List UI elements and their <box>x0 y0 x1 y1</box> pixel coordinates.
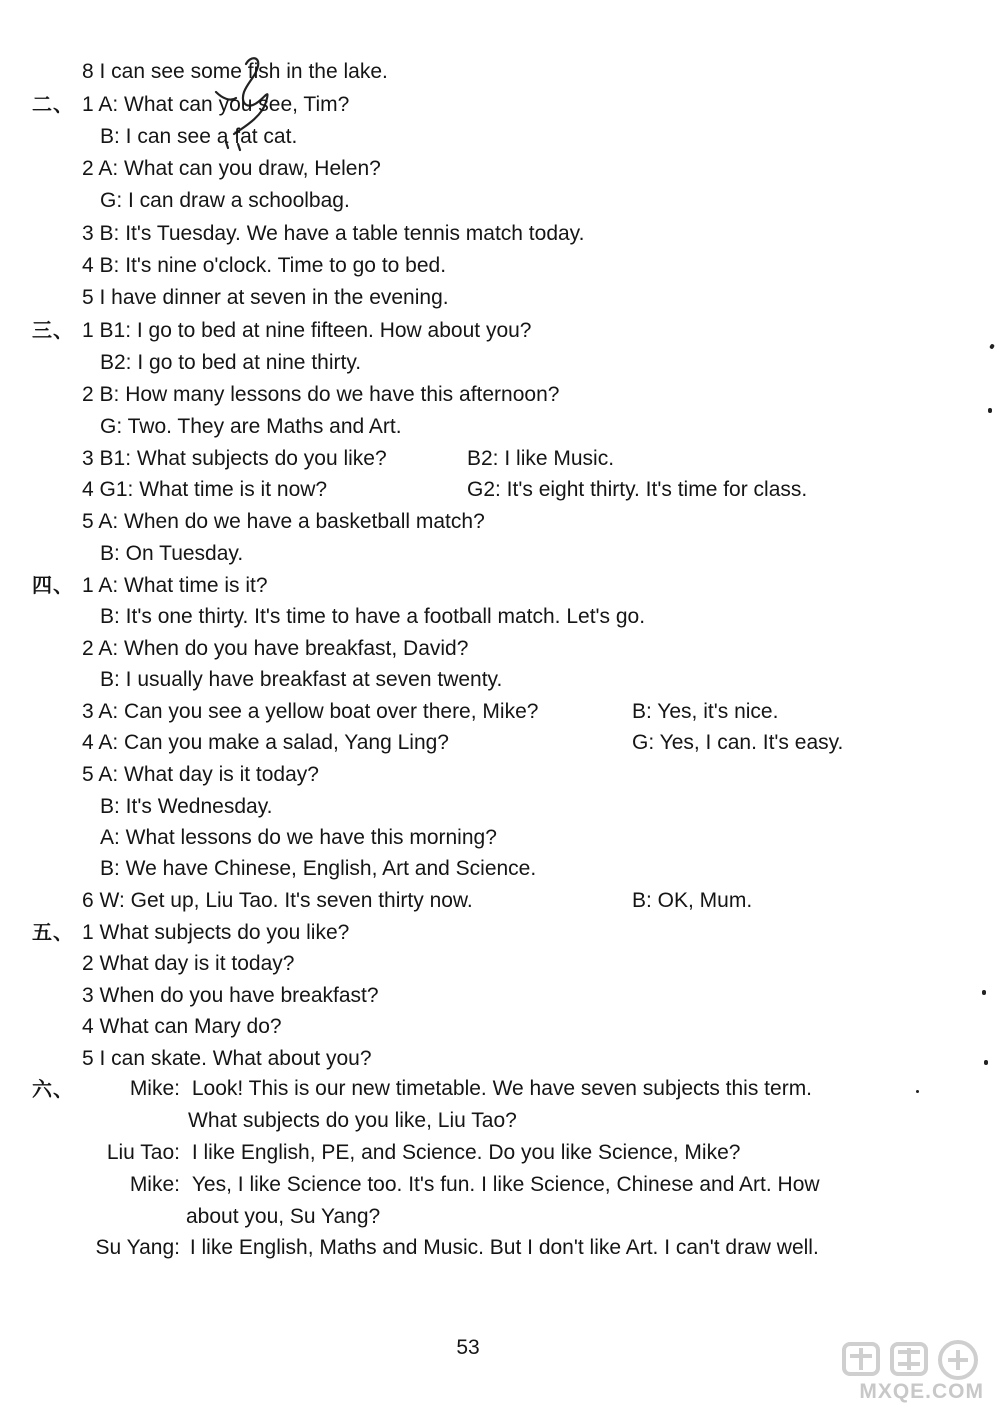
answer-line-3-1a: 1 B1: I go to bed at nine fifteen. How about you? <box>82 319 532 342</box>
answer-line-3-1b: B2: I go to bed at nine thirty. <box>100 351 362 374</box>
answer-line-4-2b: B: I usually have breakfast at seven twenty. <box>100 668 503 691</box>
dialogue-text: Look! This is our new timetable. We have seven subjects this term. <box>191 1077 813 1100</box>
answer-line-2-1a: 1 A: What can you see, Tim? <box>82 93 350 116</box>
answer-line-4-1a: 1 A: What time is it? <box>82 574 268 597</box>
answer-line-2-2b: G: I can draw a schoolbag. <box>100 189 350 212</box>
answer-line-4-6b: B: OK, Mum. <box>632 889 753 912</box>
answer-line-4-2a: 2 A: When do you have breakfast, David? <box>82 637 469 660</box>
answer-line-3-4b: G2: It's eight thirty. It's time for class. <box>467 478 808 501</box>
dialogue-line-3-cont: about you, Su Yang? <box>186 1205 381 1228</box>
answer-line-4-5b: B: It's Wednesday. <box>100 795 273 818</box>
dialogue-text: Yes, I like Science too. It's fun. I like Science, Chinese and Art. How <box>191 1173 820 1196</box>
scan-mark <box>989 343 995 349</box>
answer-line-3-5b: B: On Tuesday. <box>100 542 244 565</box>
answer-line-3-3a: 3 B1: What subjects do you like? <box>82 447 387 470</box>
section-5-marker: 五、 <box>32 922 74 944</box>
section-6-marker: 六、 <box>32 1079 74 1101</box>
answer-line-3-2b: G: Two. They are Maths and Art. <box>100 415 402 438</box>
section-4-marker: 四、 <box>32 575 74 597</box>
answer-line-4-5a: 5 A: What day is it today? <box>82 763 319 786</box>
dialogue-line-4 <box>82 1234 819 1262</box>
dialogue-speaker: Mike: <box>129 1173 180 1196</box>
answer-line-4-1b: B: It's one thirty. It's time to have a football match. Let's go. <box>100 605 646 628</box>
answer-line-2-4: 4 B: It's nine o'clock. Time to go to bed. <box>82 254 447 277</box>
answer-line-5-1: 1 What subjects do you like? <box>82 921 350 944</box>
dialogue-text: I like English, Maths and Music. But I don't like Art. I can't draw well. <box>189 1236 819 1259</box>
section-2-marker: 二、 <box>32 94 74 116</box>
dialogue-line-1-cont: What subjects do you like, Liu Tao? <box>188 1109 517 1132</box>
dialogue-text: I like English, PE, and Science. Do you like Science, Mike? <box>191 1141 741 1164</box>
answer-line-4-4b: G: Yes, I can. It's easy. <box>632 731 844 754</box>
answer-line-3-4a: 4 G1: What time is it now? <box>82 478 328 501</box>
dialogue-speaker: Mike: <box>129 1077 180 1100</box>
answer-line-4-3b: B: Yes, it's nice. <box>632 700 779 723</box>
answer-line-2-3: 3 B: It's Tuesday. We have a table tennis match today. <box>82 222 585 245</box>
dialogue-speaker: Su Yang: <box>95 1236 180 1259</box>
scan-mark <box>916 1090 919 1093</box>
answer-line-4-4a: 4 A: Can you make a salad, Yang Ling? <box>82 731 449 754</box>
scan-mark <box>988 408 992 413</box>
scan-mark <box>982 990 986 995</box>
section-3-marker: 三、 <box>32 320 74 342</box>
answer-line-2-2a: 2 A: What can you draw, Helen? <box>82 157 381 180</box>
answer-line-4-5d: B: We have Chinese, English, Art and Science. <box>100 857 537 880</box>
page-number: 53 <box>456 1336 480 1359</box>
answer-line-4-5c: A: What lessons do we have this morning? <box>100 826 497 849</box>
watermark-text: MXQE.COM <box>859 1380 984 1403</box>
answer-line-5-4: 4 What can Mary do? <box>82 1015 282 1038</box>
dialogue-line-1 <box>86 1075 812 1103</box>
answer-line-3-2a: 2 B: How many lessons do we have this afternoon? <box>82 383 560 406</box>
answer-line-3-5a: 5 A: When do we have a basketball match? <box>82 510 485 533</box>
answer-line-2-5: 5 I have dinner at seven in the evening. <box>82 286 449 309</box>
scan-mark <box>984 1060 988 1065</box>
answer-line-4-6a: 6 W: Get up, Liu Tao. It's seven thirty now. <box>82 889 473 912</box>
answer-line-5-2: 2 What day is it today? <box>82 952 295 975</box>
answer-line-2-1b: B: I can see a fat cat. <box>100 125 298 148</box>
answer-line-4-3a: 3 A: Can you see a yellow boat over there, Mike? <box>82 700 539 723</box>
answer-line-5-5: 5 I can skate. What about you? <box>82 1047 372 1070</box>
answer-line-3-3b: B2: I like Music. <box>467 447 615 470</box>
answer-line-5-3: 3 When do you have breakfast? <box>82 984 379 1007</box>
answer-line-1-8: 8 I can see some fish in the lake. <box>82 60 388 83</box>
dialogue-line-2 <box>86 1139 740 1167</box>
dialogue-speaker: Liu Tao: <box>106 1141 180 1164</box>
dialogue-line-3 <box>86 1171 820 1199</box>
